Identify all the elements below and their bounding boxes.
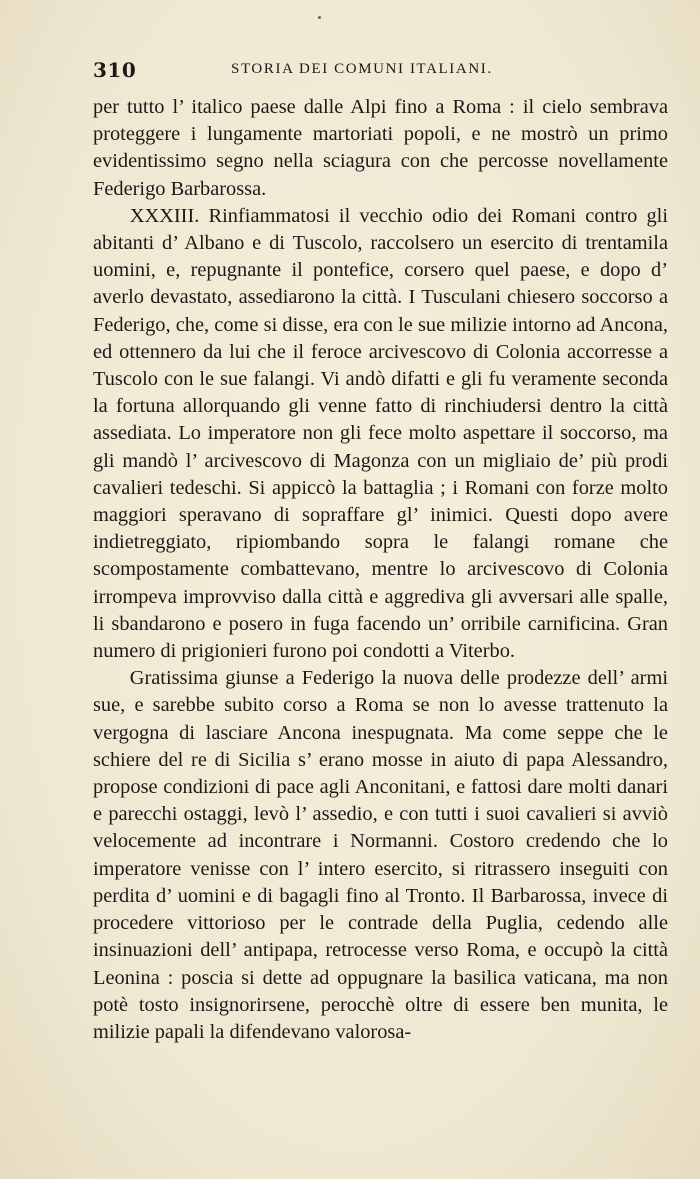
ink-speck xyxy=(318,16,321,19)
running-title: STORIA DEI COMUNI ITALIANI. xyxy=(231,61,493,77)
page-header xyxy=(93,58,668,88)
paragraph-gratissima: Gratissima giunse a Federigo la nuova delle prodezze dell’ armi sue, e sarebbe subito corso a Roma se non lo avesse trattenuto la vergogna di lasciare Ancona inespugnata. Ma come seppe che le schiere del re di Sicilia s’ erano mosse in aiuto di papa Alessandro, propose condizioni di pace agli Anconitani, e fattosi dare molti danari e parecchi ostaggi, levò l’ assedio, e con tutti i suoi cavalieri si avviò velocemente ad incontrare i Normanni. Costoro credendo che lo imperatore venisse con l’ intero esercito, si ritrassero inseguiti con perdita d’ uomini e di bagagli fino al Tronto. Il Barbarossa, invece di procedere vittorioso per le contrade della Puglia, cedendo alle insinuazioni dell’ antipapa, retrocesse verso Roma, e occupò la città Leonina : poscia si dette ad oppugnare la basilica vaticana, ma non potè tosto insignorirsene, perocchè oltre di essere ben munita, le milizie papali la difendevano valorosa- xyxy=(93,667,668,1043)
body-text xyxy=(93,94,668,1046)
paragraph-section-xxxiii: XXXIII. Rinfiammatosi il vecchio odio dei Romani contro gli abitanti d’ Albano e di Tuscolo, raccolsero un esercito di trentamila uomini, e, repugnante il pontefice, corsero quel paese, e dopo d’ averlo devastato, assediarono la città. I Tusculani chiesero soccorso a Federigo, che, come si disse, era con le sue milizie intorno ad Ancona, ed ottennero da lui che il feroce arcivescovo di Colonia accorresse a Tuscolo con le sue falangi. Vi andò difatti e gli fu veramente seconda la fortuna allorquando gli venne fatto di rinchiudersi dentro la città assediata. Lo imperatore non gli fece molto aspettare il soccorso, ma gli mandò l’ arcivescovo di Magonza con un migliaio de’ più prodi cavalieri tedeschi. Si appiccò la battaglia ; i Romani con forze molto maggiori speravano di sopraffare gl’ inimici. Questi dopo avere indietreggiato, ripiombando sopra le falangi romane che scompostamente combattevano, mentre lo arcivescovo di Colonia irrompeva improvviso dalla città e aggrediva gli avversari alle spalle, li sbandarono e posero in fuga facendo un’ orribile carnificina. Gran numero di prigionieri furono poi condotti a Viterbo. xyxy=(93,204,668,663)
page-number: 310 xyxy=(93,58,137,82)
paragraph-continuation: per tutto l’ italico paese dalle Alpi fino a Roma : il cielo sembrava proteggere i lungamente martoriati popoli, e ne mostrò un primo evidentissimo segno nella sciagura con che percosse novellamente Federigo Barbarossa. xyxy=(93,96,668,200)
